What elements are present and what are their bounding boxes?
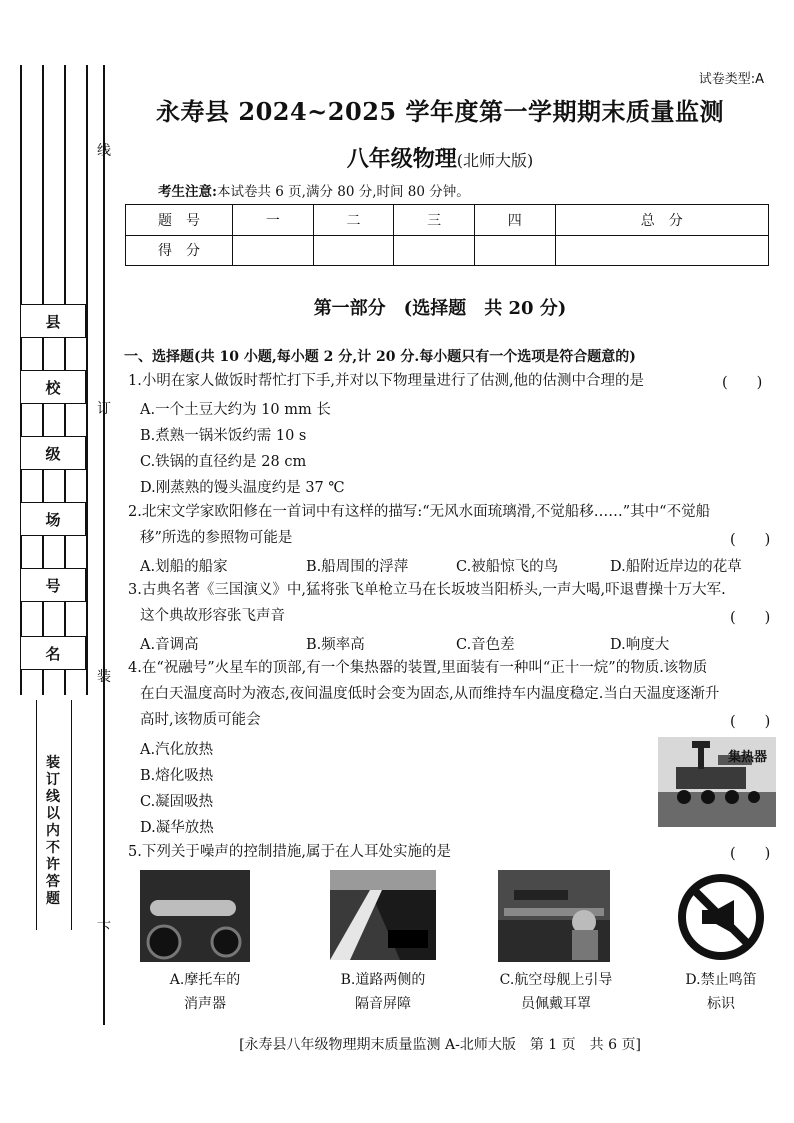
- field-name[interactable]: 名: [20, 636, 86, 670]
- q4-option-b[interactable]: B.熔化吸热: [140, 768, 214, 784]
- motorcycle-muffler-icon: [140, 870, 250, 962]
- q1-option-b[interactable]: B.煮熟一锅米饭约需 10 s: [140, 428, 307, 444]
- exam-subtitle: [140, 142, 740, 173]
- q2-option-a[interactable]: A.划船的船家: [140, 559, 228, 575]
- no-honking-sign: [676, 872, 766, 962]
- margin-word-xian: 线: [97, 143, 111, 159]
- q5-caption-c-line1: C.航空母舰上引导: [499, 972, 613, 988]
- q5-caption-b[interactable]: [318, 968, 448, 1016]
- q5-caption-d[interactable]: [668, 968, 774, 1016]
- q2-option-b[interactable]: B.船周围的浮萍: [306, 559, 409, 575]
- margin-word-ding: 订: [97, 401, 111, 417]
- score-header-cell: 四: [474, 205, 555, 236]
- muffler-image: [140, 870, 250, 962]
- q3-stem-line1: 3.古典名著《三国演义》中,猛将张飞单枪立马在长坂坡当阳桥头,一声大喝,吓退曹操十万大军.: [128, 582, 726, 598]
- q3-option-c[interactable]: C.音色差: [456, 637, 515, 653]
- q5-caption-a-line2: 消声器: [184, 996, 226, 1012]
- part-title: 第一部分 (选择题 共 20 分): [313, 298, 567, 319]
- page-footer: [永寿县八年级物理期末质量监测 A-北师大版 第 1 页 共 6 页]: [239, 1037, 641, 1053]
- score-row-label: 得 分: [126, 235, 233, 266]
- collector-label: 集热器: [728, 750, 768, 765]
- score-value-row: [126, 235, 769, 266]
- score-cell[interactable]: [474, 235, 555, 266]
- q3-answer-blank[interactable]: ( ): [730, 610, 771, 626]
- margin-line-4: [86, 65, 88, 695]
- score-cell[interactable]: [555, 235, 769, 266]
- q4-answer-blank[interactable]: ( ): [730, 714, 771, 730]
- score-header-cell: 二: [313, 205, 394, 236]
- q4-stem-line1: 4.在“祝融号”火星车的顶部,有一个集热器的装置,里面装有一种叫“正十一烷”的物质.该物质: [128, 660, 708, 676]
- q3-option-d[interactable]: D.响度大: [610, 637, 670, 653]
- q2-stem-line2: 移”所选的参照物可能是: [140, 530, 293, 546]
- q5-caption-b-line2: 隔音屏障: [355, 996, 411, 1012]
- q5-caption-c[interactable]: [486, 968, 626, 1016]
- q2-stem-line1: 2.北宋文学家欧阳修在一首词中有这样的描写:“无风水面琉璃滑,不觉船移……”其中“不觉船: [128, 504, 711, 520]
- margin-word-zhuang: 装: [97, 669, 111, 685]
- q5-caption-c-line2: 员佩戴耳罩: [521, 996, 591, 1012]
- no-horn-icon: [676, 872, 766, 962]
- field-number[interactable]: 号: [20, 568, 86, 602]
- score-header-row: [126, 205, 769, 236]
- subject-label: 八年级物理: [346, 146, 457, 172]
- q5-stem: 5.下列关于噪声的控制措施,属于在人耳处实施的是: [128, 844, 451, 860]
- q1-option-d[interactable]: D.刚蒸熟的馒头温度约是 37 ℃: [140, 480, 345, 496]
- notice-text: 本试卷共 6 页,满分 80 分,时间 80 分钟。: [216, 184, 470, 200]
- q5-caption-b-line1: B.道路两侧的: [340, 972, 426, 988]
- score-cell[interactable]: [313, 235, 394, 266]
- field-county[interactable]: 县: [20, 304, 86, 338]
- sound-barrier-image: [330, 870, 436, 960]
- q2-option-c[interactable]: C.被船惊飞的鸟: [456, 559, 559, 575]
- q2-option-d[interactable]: D.船附近岸边的花草: [610, 559, 742, 575]
- q5-caption-a-line1: A.摩托车的: [169, 972, 241, 988]
- sound-barrier-icon: [330, 870, 436, 960]
- q5-caption-d-line2: 标识: [707, 996, 735, 1012]
- q2-answer-blank[interactable]: ( ): [730, 532, 771, 548]
- binding-note: 装订线以内不许答题: [46, 755, 60, 907]
- q4-stem-line2: 在白天温度高时为液态,夜间温度低时会变为固态,从而维持车内温度稳定.当白天温度逐渐升: [140, 686, 720, 702]
- q5-caption-d-line1: D.禁止鸣笛: [685, 972, 757, 988]
- score-cell[interactable]: [394, 235, 475, 266]
- q4-option-c[interactable]: C.凝固吸热: [140, 794, 214, 810]
- binding-line: [103, 65, 105, 1025]
- q5-caption-a[interactable]: [140, 968, 270, 1016]
- paper-type: 试卷类型:A: [698, 72, 764, 87]
- q1-option-a[interactable]: A.一个土豆大约为 10 mm 长: [140, 402, 331, 418]
- section-heading: 一、选择题(共 10 小题,每小题 2 分,计 20 分.每小题只有一个选项是符合题意的): [124, 349, 636, 365]
- margin-word-xia: 下: [97, 921, 111, 937]
- q1-stem: 1.小明在家人做饭时帮忙打下手,并对以下物理量进行了估测,他的估测中合理的是: [128, 373, 645, 389]
- score-header-cell: 一: [233, 205, 314, 236]
- score-cell[interactable]: [233, 235, 314, 266]
- exam-title: 永寿县 2024~2025 学年度第一学期期末质量监测: [156, 97, 724, 126]
- q3-stem-line2: 这个典故形容张飞声音: [140, 608, 285, 624]
- notice-label: 考生注意:: [158, 184, 217, 200]
- q1-answer-blank[interactable]: ( ): [722, 375, 763, 391]
- q4-option-a[interactable]: A.汽化放热: [140, 742, 214, 758]
- score-header-cell: 总 分: [555, 205, 769, 236]
- field-exam-room[interactable]: 场: [20, 502, 86, 536]
- exam-notice: [158, 180, 470, 200]
- field-school[interactable]: 校: [20, 370, 86, 404]
- q3-option-b[interactable]: B.频率高: [306, 637, 365, 653]
- score-header-cell: 三: [394, 205, 475, 236]
- edition-label: (北师大版): [456, 151, 534, 170]
- q1-option-c[interactable]: C.铁锅的直径约是 28 cm: [140, 454, 307, 470]
- earmuffs-image: [498, 870, 610, 962]
- q5-answer-blank[interactable]: ( ): [730, 846, 771, 862]
- score-table: [125, 204, 769, 266]
- q3-option-a[interactable]: A.音调高: [140, 637, 199, 653]
- flight-deck-crew-icon: [498, 870, 610, 962]
- q4-stem-line3: 高时,该物质可能会: [140, 712, 261, 728]
- field-class[interactable]: 级: [20, 436, 86, 470]
- score-header-cell: 题 号: [126, 205, 233, 236]
- q4-option-d[interactable]: D.凝华放热: [140, 820, 214, 836]
